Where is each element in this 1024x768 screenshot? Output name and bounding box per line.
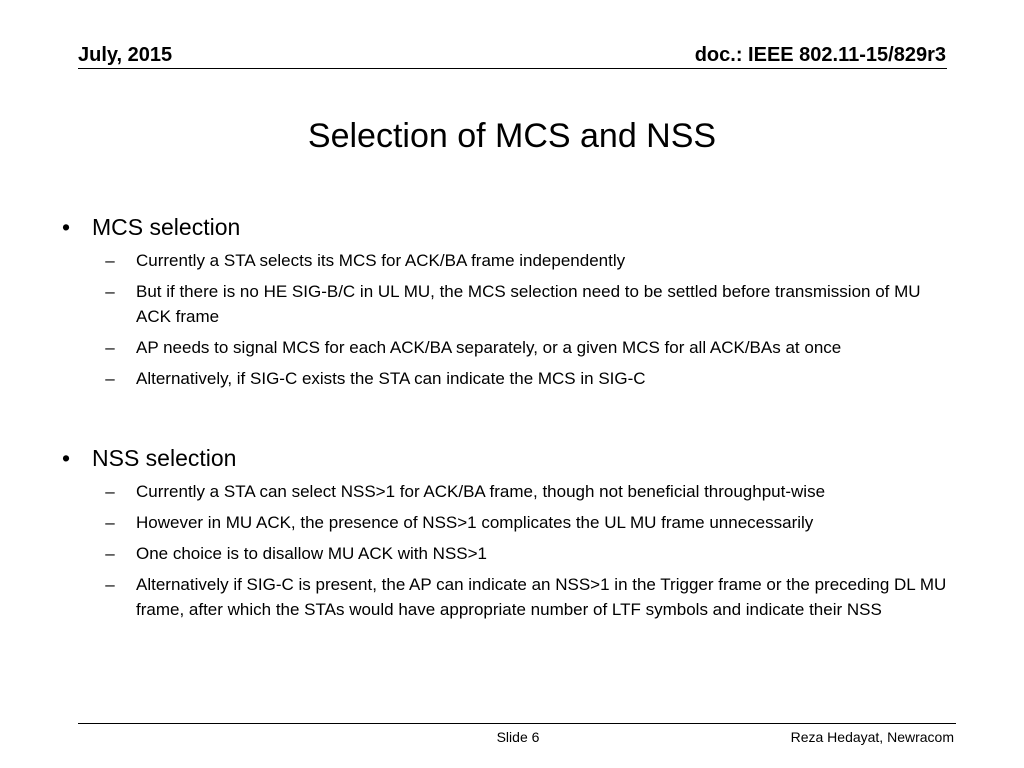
- dash-icon: –: [105, 513, 115, 532]
- sub-bullet: [56, 572, 956, 622]
- sub-bullet-text: One choice is to disallow MU ACK with NSS>1: [136, 544, 488, 563]
- bullet-dot-icon: •: [61, 445, 71, 471]
- header-date: July, 2015: [78, 44, 173, 66]
- dash-icon: –: [105, 369, 115, 388]
- bullet-heading-text: NSS selection: [92, 445, 237, 471]
- bullet-heading: [56, 441, 956, 475]
- dash-icon: –: [105, 282, 115, 301]
- section-nss-selection: [56, 441, 956, 622]
- dash-icon: –: [105, 338, 115, 357]
- dash-icon: –: [105, 482, 115, 501]
- sub-bullet: [56, 510, 956, 535]
- sub-bullet: [56, 335, 956, 360]
- slide-content: [56, 210, 956, 672]
- sub-bullet-text: Currently a STA selects its MCS for ACK/BA frame independently: [136, 251, 626, 270]
- header-doc-id: doc.: IEEE 802.11-15/829r3: [694, 44, 946, 66]
- sub-bullet-text: Alternatively, if SIG-C exists the STA can indicate the MCS in SIG-C: [136, 369, 646, 388]
- footer-divider: [78, 723, 956, 724]
- bullet-heading: [56, 210, 956, 244]
- sub-bullet: [56, 248, 956, 273]
- sub-bullet-text: AP needs to signal MCS for each ACK/BA separately, or a given MCS for all ACK/BAs at once: [136, 338, 842, 357]
- sub-bullet: [56, 541, 956, 566]
- sub-bullet: [56, 479, 956, 504]
- sub-bullet-text: Alternatively if SIG-C is present, the AP can indicate an NSS>1 in the Trigger frame or the preceding DL MU frame, after which the STAs would have appropriate number of LTF symbols and indicate their NSS: [136, 575, 947, 619]
- footer-author: Reza Hedayat, Newracom: [790, 729, 954, 745]
- sub-bullet: [56, 366, 956, 391]
- slide-number: Slide 6: [496, 729, 540, 745]
- dash-icon: –: [105, 544, 115, 563]
- section-mcs-selection: [56, 210, 956, 391]
- bullet-dot-icon: •: [61, 214, 71, 240]
- sub-bullet-text: But if there is no HE SIG-B/C in UL MU, the MCS selection need to be settled before transmission of MU ACK frame: [136, 282, 921, 326]
- sub-bullet: [56, 279, 956, 329]
- bullet-heading-text: MCS selection: [92, 214, 241, 240]
- slide-title: Selection of MCS and NSS: [307, 117, 717, 155]
- sub-bullet-text: Currently a STA can select NSS>1 for ACK/BA frame, though not beneficial throughput-wise: [136, 482, 826, 501]
- dash-icon: –: [105, 575, 115, 594]
- header-divider: [78, 68, 947, 69]
- dash-icon: –: [105, 251, 115, 270]
- sub-bullet-text: However in MU ACK, the presence of NSS>1 complicates the UL MU frame unnecessarily: [136, 513, 814, 532]
